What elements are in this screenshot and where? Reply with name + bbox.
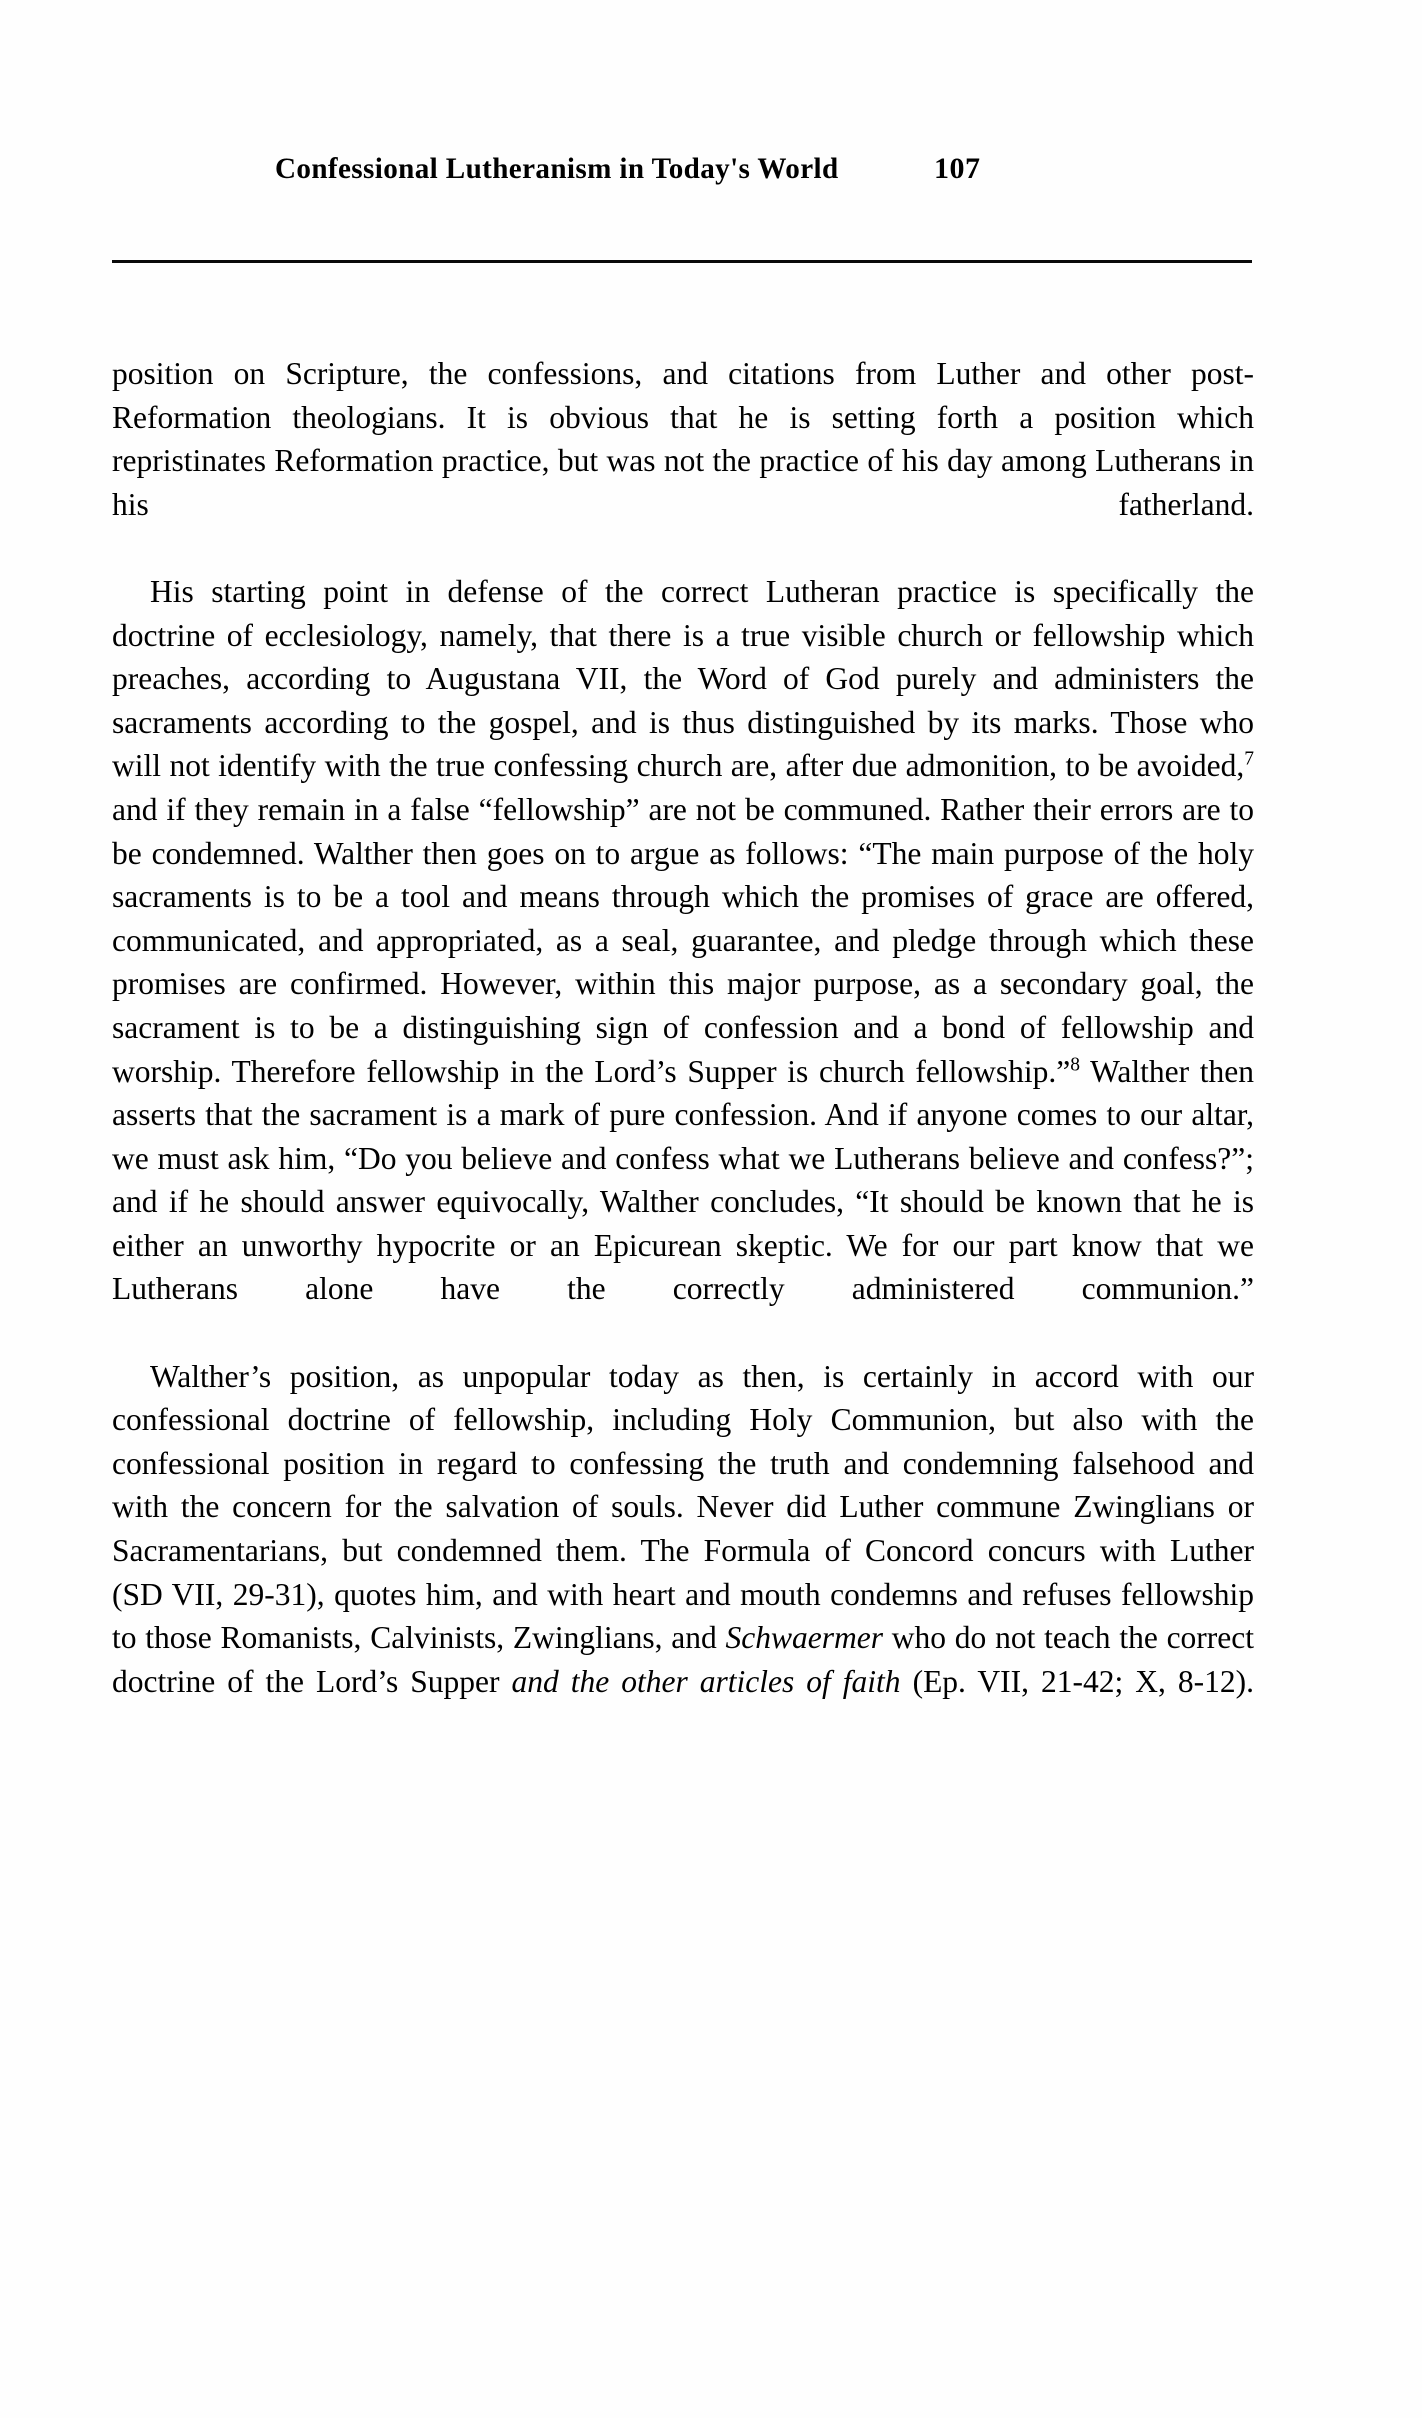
- footnote-marker: 7: [1244, 748, 1254, 770]
- running-head-title: Confessional Lutheranism in Today's World: [275, 152, 839, 185]
- paragraph-1: position on Scripture, the confessions, and citations from Luther and other post-Reformation theologians. It is obvious that he is setting forth a position which repristinates Reformation practice, but was not the practice of his day among Lutherans in his fatherland.: [112, 356, 1254, 522]
- italic-phrase: Schwaermer: [725, 1620, 883, 1656]
- italic-phrase: and the other articles of faith: [511, 1663, 901, 1699]
- header-rule-divider: [112, 260, 1252, 263]
- running-head: [110, 152, 1260, 186]
- body-text-column: [112, 352, 1254, 1747]
- page-number: 107: [934, 152, 981, 185]
- footnote-marker: 8: [1070, 1054, 1081, 1075]
- paragraph-2: His starting point in defense of the correct Lutheran practice is specifically the doctrine of ecclesiology, namely, that there is a true visible church or fellowship which preaches, according to Augustana VII, the Word of God purely and administers the sacraments according to the gospel, and is thus distinguished by its marks. Those who will not identify with the true confessing church are, after due admonition, to be avoided,$^7$ and if they remain in a false “fellowship” are not be communed. Rather their errors are to be condemned. Walther then goes on to argue as follows: “The main purpose of the holy sacraments is to be a tool and means through which the promises of grace are offered, communicated, and appropriated, as a seal, guarantee, and pledge through which these promises are confirmed. However, within this major purpose, as a secondary goal, the sacrament is to be a distinguishing sign of confession and a bond of fellowship and worship. Therefore fellowship in the Lord’s Supper is church fellowship.”$^8$ Walther then asserts that the sacrament is a mark of pure confession. And if anyone comes to our altar, we must ask him, “Do you believe and confess what we Lutherans believe and confess?”; and if he should answer equivocally, Walther concludes, “It should be known that he is either an unworthy hypocrite or an Epicurean skeptic. We for our part know that we Lutherans alone have the correctly administered communion.”: [112, 573, 1254, 1307]
- paragraph-3: Walther’s position, as unpopular today as then, is certainly in accord with our confessional doctrine of fellowship, including Holy Communion, but also with the confessional position in regard to confessing the truth and condemning falsehood and with the concern for the salvation of souls. Never did Luther commune Zwinglians or Sacramentarians, but condemned them. The Formula of Concord concurs with Luther (SD VII, 29-31), quotes him, and with heart and mouth condemns and refuses fellowship to those Romanists, Calvinists, Zwinglians, and Schwaermer who do not teach the correct doctrine of the Lord’s Supper and the other articles of faith (Ep. VII, 21-42; X, 8-12).: [112, 1358, 1255, 1699]
